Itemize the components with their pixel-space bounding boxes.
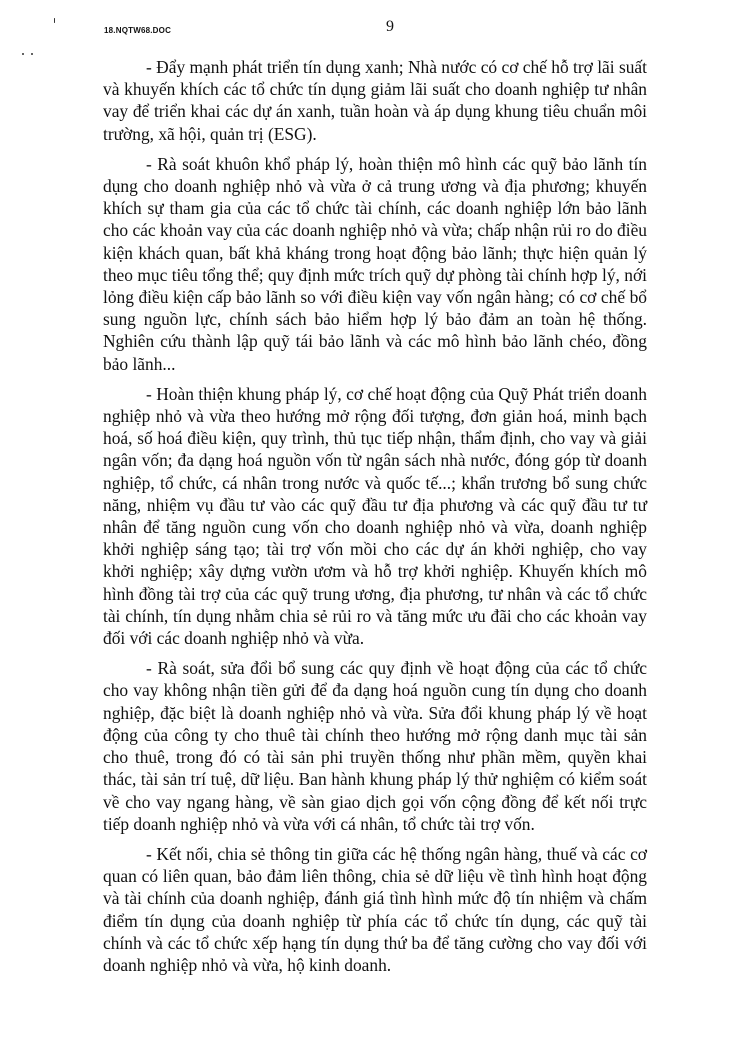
scan-speck xyxy=(22,53,24,55)
scan-speck xyxy=(54,18,55,23)
paragraph-credit-guarantee-funds: - Rà soát khuôn khổ pháp lý, hoàn thiện mô hình các quỹ bảo lãnh tín dụng cho doanh nghiệp nhỏ và vừa ở cả trung ương và địa phương; khuyến khích sự tham gia của các tổ chức tài chính, các doanh nghiệp lớn bảo lãnh cho các khoản vay của các doanh nghiệp nhỏ và vừa; chấp nhận rủi ro do điều kiện khách quan, bất khả kháng trong hoạt động bảo lãnh; thực hiện quản lý theo mục tiêu tổng thể; quy định mức trích quỹ dự phòng tài chính hợp lý, nới lỏng điều kiện cấp bảo lãnh so với điều kiện vay vốn ngân hàng; có cơ chế bổ sung nguồn lực, chính sách bảo hiểm hợp lý bảo đảm an toàn hệ thống. Nghiên cứu thành lập quỹ tái bảo lãnh và các mô hình bảo lãnh chéo, đồng bảo lãnh... xyxy=(103,153,647,374)
document-filename: 18.NQTW68.DOC xyxy=(104,26,172,35)
page-number: 9 xyxy=(386,18,394,35)
paragraph-non-deposit-lenders: - Rà soát, sửa đổi bổ sung các quy định về hoạt động của các tổ chức cho vay không nhận tiền gửi để đa dạng hoá nguồn cung tín dụng cho doanh nghiệp, đặc biệt là doanh nghiệp nhỏ và vừa. Sửa đổi khung pháp lý về hoạt động của công ty cho thuê tài chính theo hướng mở rộng danh mục tài sản cho thuê, trong đó có tài sản phi truyền thống như phần mềm, quyền khai thác, tài sản trí tuệ, dữ liệu. Ban hành khung pháp lý thử nghiệm có kiểm soát về cho vay ngang hàng, về sàn giao dịch gọi vốn cộng đồng để kết nối trực tiếp doanh nghiệp nhỏ và vừa với cá nhân, tổ chức tài trợ vốn. xyxy=(103,658,647,834)
paragraph-sme-development-fund: - Hoàn thiện khung pháp lý, cơ chế hoạt động của Quỹ Phát triển doanh nghiệp nhỏ và vừa theo hướng mở rộng đối tượng, đơn giản hoá, minh bạch hoá, số hoá điều kiện, quy trình, thủ tục tiếp nhận, thẩm định, cho vay và giải ngân vốn; đa dạng hoá nguồn vốn từ ngân sách nhà nước, đóng góp từ doanh nghiệp, tổ chức, cá nhân trong nước và quốc tế...; khẩn trương bổ sung chức năng, nhiệm vụ đầu tư vào các quỹ đầu tư địa phương và các quỹ đầu tư tư nhân để tăng nguồn cung vốn cho doanh nghiệp nhỏ và vừa, doanh nghiệp khởi nghiệp sáng tạo; tài trợ vốn mồi cho các dự án khởi nghiệp, cho vay khởi nghiệp; xây dựng vườn ươm và hỗ trợ khởi nghiệp. Khuyến khích mô hình đồng tài trợ của các quỹ trung ương, địa phương, tư nhân và các tổ chức tài chính, tín dụng nhằm chia sẻ rủi ro và tăng mức ưu đãi cho các khoản vay đối với các doanh nghiệp nhỏ và vừa. xyxy=(103,383,647,649)
scan-speck xyxy=(31,53,33,55)
document-body xyxy=(103,56,647,984)
paragraph-green-credit: - Đẩy mạnh phát triển tín dụng xanh; Nhà nước có cơ chế hỗ trợ lãi suất và khuyến khích các tổ chức tín dụng giảm lãi suất cho doanh nghiệp tư nhân vay để triển khai các dự án xanh, tuần hoàn và áp dụng khung tiêu chuẩn môi trường, xã hội, quản trị (ESG). xyxy=(103,57,647,144)
paragraph-information-sharing: - Kết nối, chia sẻ thông tin giữa các hệ thống ngân hàng, thuế và các cơ quan có liên quan, bảo đảm liên thông, chia sẻ dữ liệu về tình hình hoạt động và tài chính của doanh nghiệp, đánh giá tình hình mức độ tín nhiệm và chấm điểm tín dụng của doanh nghiệp từ phía các tổ chức tín dụng, các quỹ tài chính và các tổ chức xếp hạng tín dụng thứ ba để tăng cường cho vay đối với doanh nghiệp nhỏ và vừa, hộ kinh doanh. xyxy=(103,843,647,975)
